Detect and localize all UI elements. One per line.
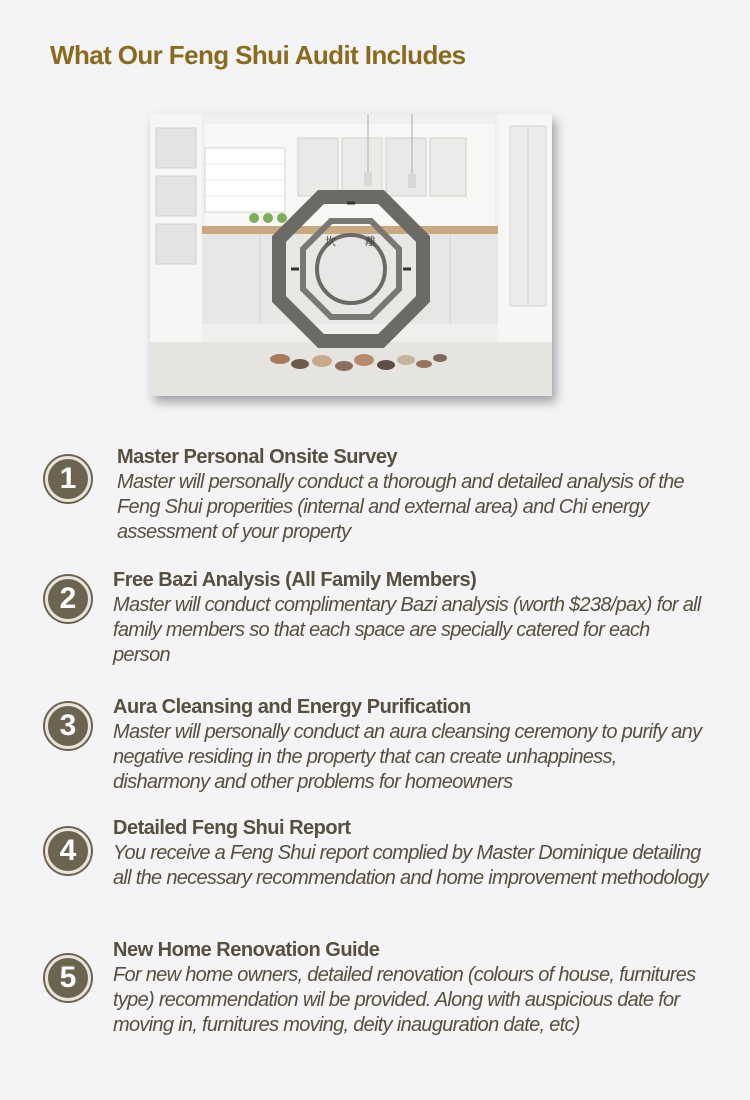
feature-title: Master Personal Onsite Survey [117, 446, 398, 468]
number-badge: 4 [45, 828, 91, 874]
bagua-char-1: 坎 [325, 235, 336, 248]
page-title: What Our Feng Shui Audit Includes [50, 40, 466, 70]
feature-description: Master will conduct complimentary Bazi analysis (worth $238/pax) for all family members so that each space are specially catered for each person [113, 594, 701, 666]
number-badge: 3 [45, 703, 91, 749]
bagua-char-2: 離 [365, 235, 376, 248]
kitchen-bagua-photo [150, 114, 552, 396]
feature-title: Free Bazi Analysis (All Family Members) [113, 569, 477, 591]
feature-description: For new home owners, detailed renovation (colours of house, furnitures type) recommendation wil be provided. Along with auspicious date for moving in, furnitures moving, deity inauguration date, etc) [113, 964, 696, 1036]
number-badge: 5 [45, 955, 91, 1001]
number-badge: 1 [45, 456, 91, 502]
feature-title: New Home Renovation Guide [113, 939, 380, 961]
feature-title: Aura Cleansing and Energy Purification [113, 696, 471, 718]
feature-description: Master will personally conduct an aura cleansing ceremony to purify any negative residing in the property that can create unhappiness, disharmony and other problems for homeowners [113, 721, 702, 793]
feature-description: You receive a Feng Shui report complied by Master Dominique detailing all the necessary recommendation and home improvement methodology [113, 842, 708, 889]
feature-title: Detailed Feng Shui Report [113, 817, 351, 839]
number-badge: 2 [45, 576, 91, 622]
feature-description: Master will personally conduct a thorough and detailed analysis of the Feng Shui properities (internal and external area) and Chi energy assessment of your property [117, 471, 684, 543]
